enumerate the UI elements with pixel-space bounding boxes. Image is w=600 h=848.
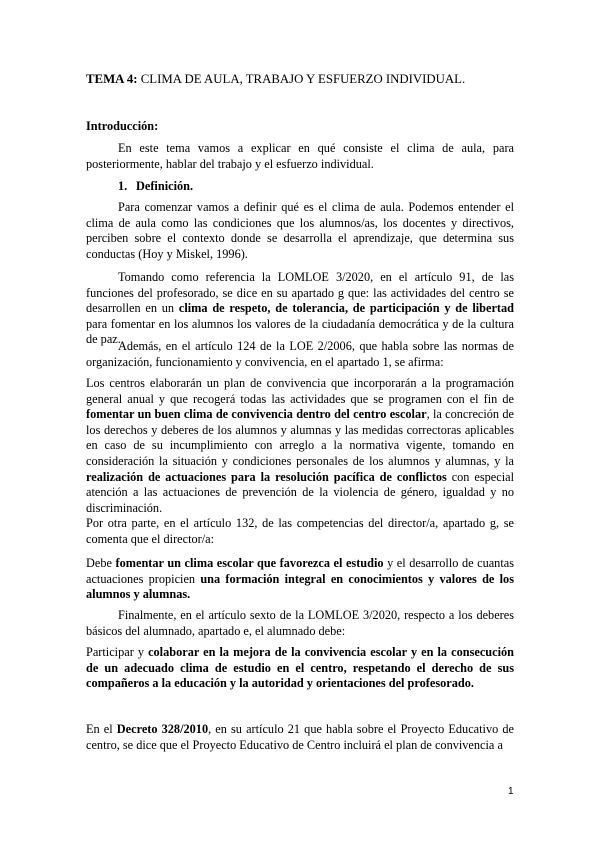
p6-text-a: En el	[86, 722, 117, 736]
paragraph-loe-124: Además, en el artículo 124 de la LOE 2/2006, que habla sobre las normas de organización, funcionamiento y convivencia, en el apartado 1, se afirma:	[86, 339, 514, 369]
q3-text-a: Participar y	[86, 645, 149, 659]
section-title: Definición.	[136, 179, 194, 193]
q3-bold-b: colaborar en la mejora de la convivencia escolar y en la consecución de un adecuado clima de estudio en el centro, respetando el derecho de sus compañeros a la educación y la autoridad y orientaciones del profesorado.	[86, 645, 514, 691]
p2-text-c: para fomentar en los alumnos los valores de la ciudadanía democrática y de la cultura de paz.	[86, 316, 514, 347]
quote-director	[86, 556, 514, 603]
intro-paragraph: En este tema vamos a explicar en qué consiste el clima de aula, para posteriormente, hablar del trabajo y el esfuerzo individual.	[86, 141, 514, 171]
quote-plan-convivencia	[86, 376, 514, 516]
q2-text-a: Debe	[86, 556, 116, 570]
q2-bold-d: una formación integral en conocimientos y valores de los alumnos y alumnas.	[86, 571, 514, 602]
q1-text-c: , la concreción de los derechos y deberes de los alumnos y alumnas y las medidas correctoras aplicables en caso de su incumplimiento con arreglo a la normativa vigente, tomando en consideración la situación y condiciones personales de los alumnos y alumnas, y la	[86, 407, 514, 468]
paragraph-definition: Para comenzar vamos a definir qué es el clima de aula. Podemos entender el clima de aula como las condiciones que los alumnos/as, los docentes y directivos, perciben sobre el contexto donde se desarrolla el aprendizaje, que determina sus conductas (Hoy y Miskel, 1996).	[86, 200, 514, 261]
q2-bold-b: fomentar un clima escolar que favorezca el estudio	[115, 556, 384, 570]
paragraph-articulo-sexto: Finalmente, en el artículo sexto de la LOMLOE 3/2020, respecto a los deberes básicos del alumnado, apartado e, el alumnado debe:	[86, 608, 514, 638]
title-text: CLIMA DE AULA, TRABAJO Y ESFUERZO INDIVIDUAL.	[137, 72, 466, 86]
document-title	[86, 72, 514, 88]
title-label: TEMA 4:	[86, 72, 138, 86]
paragraph-article-132: Por otra parte, en el artículo 132, de las competencias del director/a, apartado g, se comenta que el director/a:	[86, 516, 514, 546]
section-number: 1.	[118, 179, 128, 193]
q1-bold-d: realización de actuaciones para la resolución pacífica de conflictos	[86, 469, 447, 484]
p2-bold: clima de respeto, de tolerancia, de participación y de libertad	[178, 301, 514, 316]
page-number: 1	[508, 786, 514, 797]
p6-text-c: , en su artículo 21 que habla sobre el Proyecto Educativo de centro, se dice que el Proyecto Educativo de Centro incluirá el plan de convivencia a	[86, 722, 514, 752]
paragraph-decreto	[86, 722, 514, 753]
p6-bold-b: Decreto 328/2010	[116, 722, 209, 736]
intro-heading: Introducción:	[86, 119, 159, 133]
quote-deberes-alumnado	[86, 645, 514, 692]
q1-text-a: Los centros elaborarán un plan de convivencia que incorporarán a la programación general anual y que recogerá todas las actividades que se programen con el fin de	[86, 376, 514, 406]
q2-text-c: y el desarrollo de cuantas actuaciones propicien	[86, 556, 514, 586]
paragraph-lomloe-91	[86, 270, 514, 348]
q1-text-e: con especial atención a las actuaciones de prevención de la violencia de género, igualdad y no discriminación.	[86, 469, 514, 515]
q1-bold-b: fomentar un buen clima de convivencia dentro del centro escolar	[86, 407, 427, 422]
p2-text-a: Tomando como referencia la LOMLOE 3/2020, en el artículo 91, de las funciones del profesorado, se dice en su apartado g que: las actividades del centro se desarrollen en un	[86, 270, 514, 316]
